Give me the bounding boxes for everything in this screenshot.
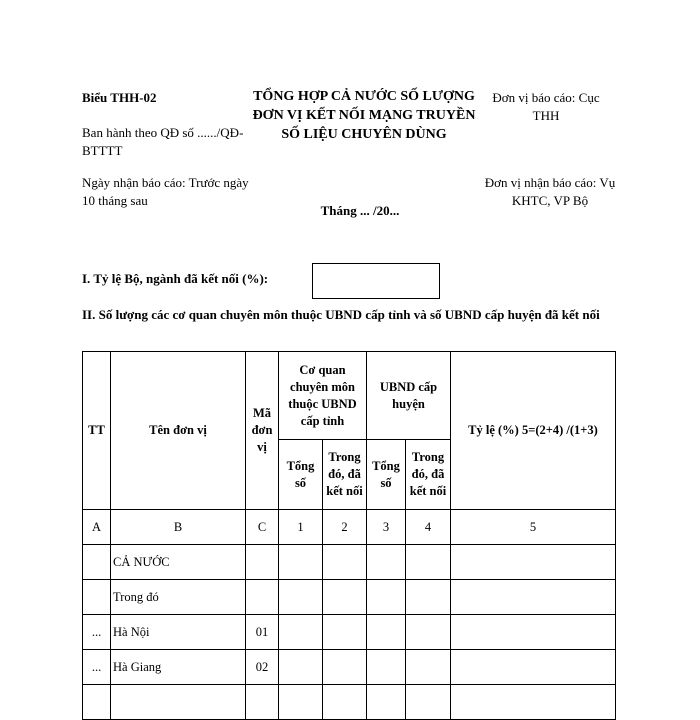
cell-connected-2[interactable] [406, 615, 451, 650]
table-row [83, 615, 616, 650]
row-unit-code [246, 545, 279, 580]
row-tt: ... [83, 615, 111, 650]
ratio-input-box[interactable] [312, 263, 440, 299]
row-unit-name [111, 685, 246, 720]
header-total-2: Tổng số [367, 440, 406, 510]
header-connected-1: Trong đó, đã kết nối [323, 440, 367, 510]
report-table [82, 351, 616, 720]
table-row [83, 685, 616, 720]
cell-ratio[interactable] [451, 545, 616, 580]
header-unit-code: Mã đơn vị [246, 352, 279, 510]
row-unit-name: Trong đó [111, 580, 246, 615]
cell-total-2[interactable] [367, 545, 406, 580]
receiving-unit: Đơn vị nhận báo cáo: Vụ KHTC, VP Bộ [484, 175, 616, 208]
cell-ratio[interactable] [451, 650, 616, 685]
cell-connected-2[interactable] [406, 685, 451, 720]
table-row [83, 545, 616, 580]
report-period: Tháng ... /20... [320, 203, 400, 218]
header-provincial-agencies: Cơ quan chuyên môn thuộc UBND cấp tỉnh [279, 352, 367, 440]
cell-ratio[interactable] [451, 615, 616, 650]
cell-connected-2[interactable] [406, 545, 451, 580]
column-label-row [83, 510, 616, 545]
section-1-label: I. Tỷ lệ Bộ, ngành đã kết nối (%): [82, 271, 269, 286]
cell-connected-1[interactable] [323, 545, 367, 580]
reporting-unit: Đơn vị báo cáo: Cục THH [492, 90, 600, 123]
row-unit-name: Hà Giang [111, 650, 246, 685]
section-2-label: II. Số lượng các cơ quan chuyên môn thuộc UBND cấp tỉnh và số UBND cấp huyện đã kết nối [82, 307, 600, 322]
cell-ratio[interactable] [451, 580, 616, 615]
column-label: B [111, 510, 246, 545]
cell-total-2[interactable] [367, 580, 406, 615]
issued-by-text: Ban hành theo QĐ số ....../QĐ-BTTTT [82, 125, 244, 158]
header-total-1: Tổng số [279, 440, 323, 510]
cell-connected-2[interactable] [406, 580, 451, 615]
header-district-committees: UBND cấp huyện [367, 352, 451, 440]
report-title: TỔNG HỢP CẢ NƯỚC SỐ LƯỢNG ĐƠN VỊ KẾT NỐI MẠNG TRUYỀN SỐ LIỆU CHUYÊN DÙNG [252, 89, 476, 142]
cell-connected-1[interactable] [323, 685, 367, 720]
column-label: 1 [279, 510, 323, 545]
form-code: Biểu THH-02 [82, 90, 157, 105]
row-tt [83, 685, 111, 720]
cell-total-2[interactable] [367, 650, 406, 685]
row-tt [83, 545, 111, 580]
row-unit-name: CẢ NƯỚC [111, 545, 246, 580]
column-label: 2 [323, 510, 367, 545]
cell-connected-2[interactable] [406, 650, 451, 685]
cell-total-1[interactable] [279, 615, 323, 650]
receive-date: Ngày nhận báo cáo: Trước ngày 10 tháng sau [82, 175, 249, 208]
cell-total-2[interactable] [367, 615, 406, 650]
column-label: 4 [406, 510, 451, 545]
cell-total-1[interactable] [279, 650, 323, 685]
cell-total-2[interactable] [367, 685, 406, 720]
header-tt: TT [83, 352, 111, 510]
cell-connected-1[interactable] [323, 580, 367, 615]
table-row [83, 580, 616, 615]
table-row [83, 650, 616, 685]
cell-total-1[interactable] [279, 580, 323, 615]
row-tt: ... [83, 650, 111, 685]
row-unit-code [246, 685, 279, 720]
row-tt [83, 580, 111, 615]
column-label: 3 [367, 510, 406, 545]
column-label: 5 [451, 510, 616, 545]
header-ratio: Tỷ lệ (%) 5=(2+4) /(1+3) [451, 352, 616, 510]
cell-connected-1[interactable] [323, 615, 367, 650]
row-unit-name: Hà Nội [111, 615, 246, 650]
header-connected-2: Trong đó, đã kết nối [406, 440, 451, 510]
column-label: C [246, 510, 279, 545]
cell-total-1[interactable] [279, 685, 323, 720]
cell-ratio[interactable] [451, 685, 616, 720]
column-label: A [83, 510, 111, 545]
row-unit-code [246, 580, 279, 615]
cell-connected-1[interactable] [323, 650, 367, 685]
row-unit-code: 02 [246, 650, 279, 685]
header-unit-name: Tên đơn vị [111, 352, 246, 510]
cell-total-1[interactable] [279, 545, 323, 580]
row-unit-code: 01 [246, 615, 279, 650]
